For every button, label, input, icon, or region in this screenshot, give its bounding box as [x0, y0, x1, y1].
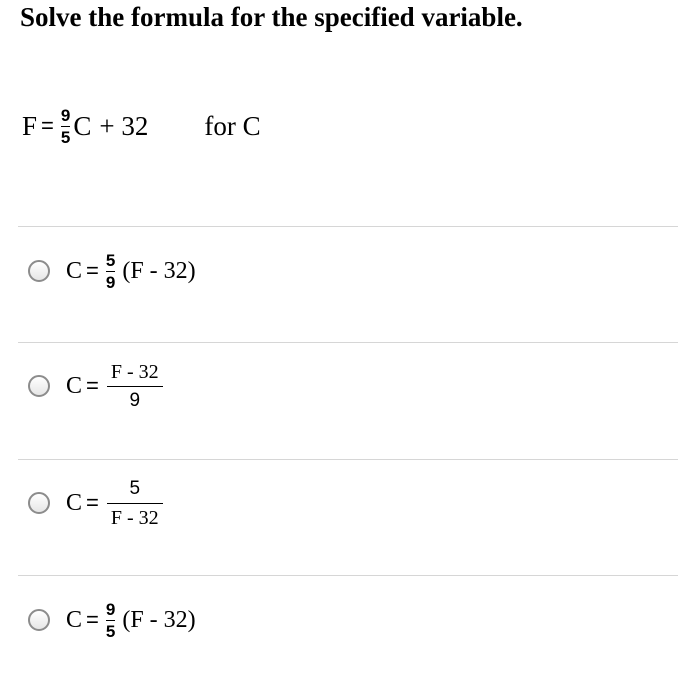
option-fraction	[105, 251, 116, 292]
fraction-denominator: 5	[105, 621, 116, 641]
formula-equals: =	[41, 113, 54, 138]
fraction-bar	[106, 620, 115, 621]
formula-variable: C	[73, 110, 92, 141]
option-expression	[66, 251, 196, 292]
answer-option-1[interactable]	[28, 231, 196, 311]
radio-button[interactable]	[28, 492, 50, 514]
fraction-bar	[106, 271, 115, 272]
option-fraction	[105, 600, 116, 641]
option-lhs: C	[66, 606, 83, 633]
divider	[18, 226, 678, 227]
fraction-numerator: 9	[105, 599, 116, 619]
radio-button[interactable]	[28, 260, 50, 282]
question-title: Solve the formula for the specified variable.	[20, 2, 523, 32]
divider	[18, 575, 678, 576]
fraction-bar	[107, 503, 163, 504]
formula-fraction	[60, 106, 71, 147]
option-lhs: C	[66, 489, 83, 516]
option-tail: (F - 32)	[122, 606, 196, 633]
answer-option-3[interactable]	[28, 463, 163, 543]
fraction-denominator: F - 32	[110, 506, 159, 529]
formula-lhs: F	[22, 110, 38, 141]
fraction-numerator: 5	[105, 250, 116, 270]
option-expression	[66, 360, 163, 413]
option-equals: =	[86, 373, 99, 398]
option-expression	[66, 477, 163, 530]
fraction-numerator: 9	[60, 105, 71, 125]
option-tail: (F - 32)	[122, 257, 196, 284]
option-lhs: C	[66, 372, 83, 399]
option-fraction	[107, 477, 163, 530]
fraction-bar	[61, 126, 70, 127]
option-expression	[66, 600, 196, 641]
problem-formula	[22, 96, 261, 156]
fraction-numerator: 5	[129, 477, 141, 499]
answer-option-2[interactable]	[28, 346, 163, 426]
target-variable: for C	[204, 110, 261, 141]
fraction-bar	[107, 386, 163, 387]
fraction-denominator: 9	[105, 272, 116, 292]
formula-constant: + 32	[99, 110, 149, 141]
radio-button[interactable]	[28, 375, 50, 397]
option-equals: =	[86, 258, 99, 283]
option-equals: =	[86, 607, 99, 632]
option-lhs: C	[66, 257, 83, 284]
fraction-denominator: 9	[129, 389, 141, 411]
divider	[18, 459, 678, 460]
divider	[18, 342, 678, 343]
fraction-denominator: 5	[60, 127, 71, 147]
answer-option-4[interactable]	[28, 580, 196, 660]
radio-button[interactable]	[28, 609, 50, 631]
option-equals: =	[86, 490, 99, 515]
option-fraction	[107, 360, 163, 413]
fraction-numerator: F - 32	[110, 360, 159, 383]
